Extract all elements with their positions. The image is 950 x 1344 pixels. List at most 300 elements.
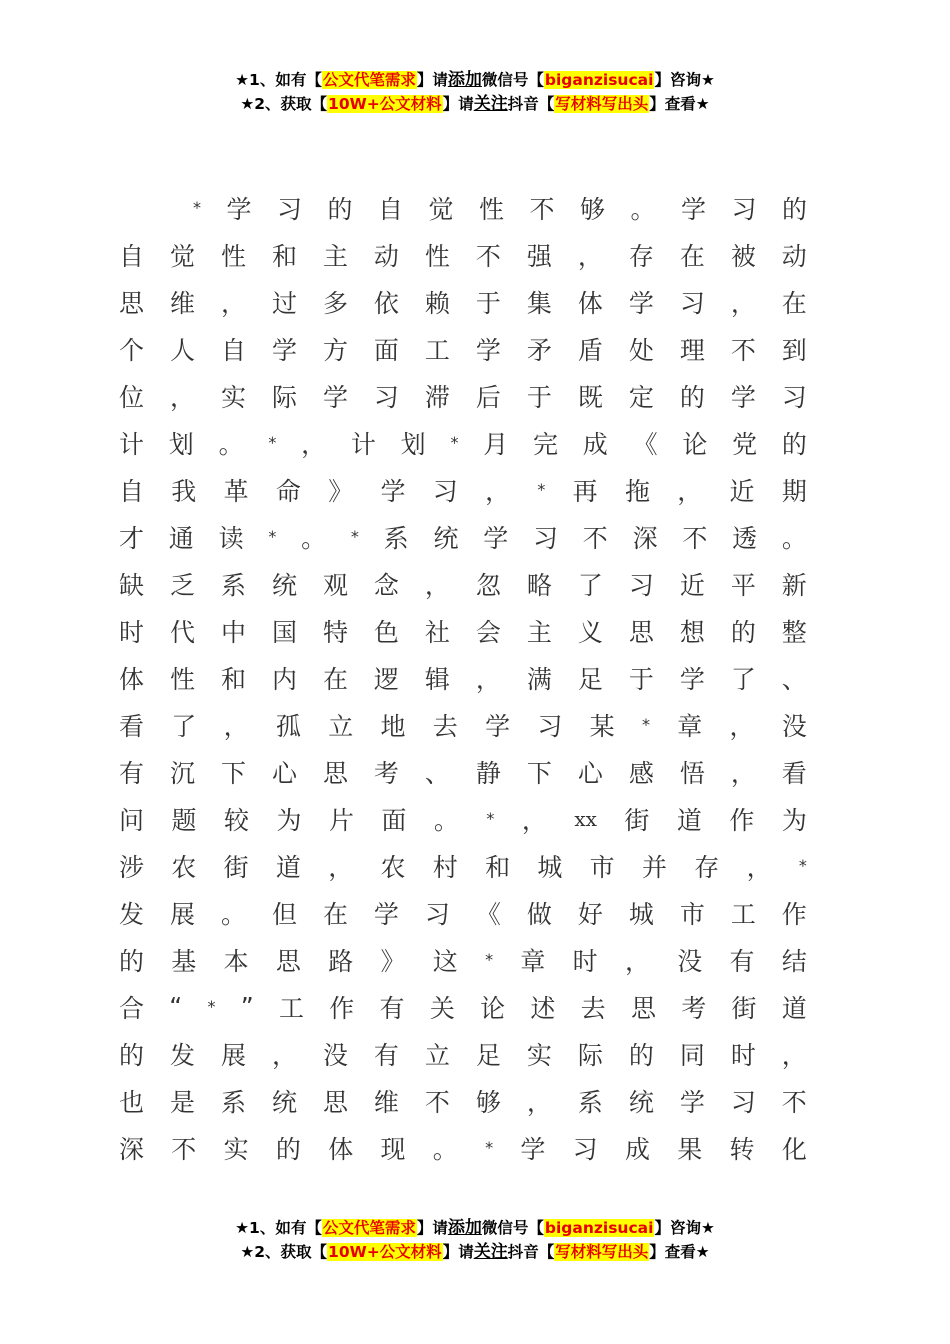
text-char: 成	[624, 1134, 650, 1164]
text-char: 学	[485, 711, 511, 741]
text-char: 发	[169, 1040, 195, 1070]
banner-line-1	[0, 68, 950, 92]
text-char: 多	[322, 288, 348, 318]
text-char: 性	[424, 241, 450, 271]
text-char: 市	[589, 852, 615, 882]
text-char: 通	[168, 523, 194, 553]
text-char: 习	[731, 194, 757, 224]
text-char: 作	[329, 993, 355, 1023]
text-char: ，	[301, 429, 327, 459]
text-char: *	[485, 950, 494, 969]
text-char: 实	[220, 382, 246, 412]
underlined-text: 关注	[473, 94, 508, 114]
banner-text: 】请	[442, 95, 474, 113]
text-char: 思	[630, 993, 656, 1023]
text-char: 基	[171, 946, 197, 976]
text-char: *	[486, 809, 495, 828]
text-char: 有	[119, 758, 145, 788]
text-char: ，	[271, 1040, 297, 1070]
banner-text: 抖音【	[507, 1243, 555, 1261]
text-char: 学	[322, 382, 348, 412]
text-char: 面	[381, 805, 407, 835]
banner-text: ★2、获取【	[240, 1243, 328, 1261]
text-char: 城	[628, 899, 654, 929]
text-char: 在	[322, 899, 348, 929]
text-char: 系	[383, 523, 409, 553]
text-char: 实	[223, 1134, 249, 1164]
text-char: 的	[327, 194, 353, 224]
text-char: 村	[432, 852, 458, 882]
text-char: 系	[220, 1087, 246, 1117]
text-char: 自	[119, 476, 145, 506]
text-char: 习	[432, 476, 458, 506]
text-char: 系	[220, 570, 246, 600]
text-char: 社	[424, 617, 450, 647]
text-char: 面	[373, 335, 399, 365]
text-char: ，	[475, 664, 501, 694]
text-char: 化	[781, 1134, 807, 1164]
text-char: 于	[628, 664, 654, 694]
text-char: 我	[171, 476, 197, 506]
text-char: ，	[220, 288, 246, 318]
text-char: 不	[529, 194, 555, 224]
banner-line-2	[0, 92, 950, 116]
text-char: 感	[628, 758, 654, 788]
text-char: 中	[220, 617, 246, 647]
text-char: 觉	[428, 194, 454, 224]
text-char: 学	[679, 664, 705, 694]
text-line	[119, 1030, 807, 1077]
text-char: 了	[577, 570, 603, 600]
text-char: 了	[730, 664, 756, 694]
underlined-text: 添加	[447, 70, 482, 90]
text-char: 划	[168, 429, 194, 459]
text-char: 学	[373, 899, 399, 929]
text-char: 不	[781, 1087, 807, 1117]
text-char: ，	[169, 382, 195, 412]
text-char: 。	[781, 523, 807, 553]
text-char: 习	[373, 382, 399, 412]
text-char: 下	[220, 758, 246, 788]
text-char: 深	[119, 1134, 145, 1164]
text-char: 时	[730, 1040, 756, 1070]
text-char: 体	[577, 288, 603, 318]
text-char: 近	[729, 476, 755, 506]
text-char: 学	[475, 335, 501, 365]
text-char: 的	[628, 1040, 654, 1070]
text-char: 才	[119, 523, 145, 553]
text-char: 体	[328, 1134, 354, 1164]
text-char: 命	[275, 476, 301, 506]
text-char: 完	[533, 429, 559, 459]
text-char: ，	[328, 852, 354, 882]
text-char: 农	[380, 852, 406, 882]
text-char: 到	[781, 335, 807, 365]
banner-text: 抖音【	[507, 95, 555, 113]
text-char: 悟	[679, 758, 705, 788]
text-char: 新	[781, 570, 807, 600]
text-char: 某	[589, 711, 615, 741]
text-char: 。	[301, 523, 327, 553]
text-char: 维	[169, 288, 195, 318]
text-char: 也	[119, 1087, 145, 1117]
text-char: 统	[271, 570, 297, 600]
text-char: 孤	[275, 711, 301, 741]
text-char: 、	[424, 758, 450, 788]
text-char: 较	[223, 805, 249, 835]
text-char: 学	[679, 1087, 705, 1117]
text-char: 学	[730, 382, 756, 412]
banner-text: 微信号【	[481, 1219, 544, 1237]
text-char: 个	[119, 335, 145, 365]
banner-text: ★1、如有【	[235, 71, 322, 89]
text-char: 发	[119, 899, 145, 929]
text-char: 的	[781, 429, 807, 459]
text-char: *	[798, 856, 807, 875]
text-char: 过	[271, 288, 297, 318]
highlight-text: 写材料写出头	[555, 95, 649, 113]
text-char: 静	[475, 758, 501, 788]
text-char: 合	[119, 993, 145, 1023]
text-char: 足	[577, 664, 603, 694]
text-char: 市	[679, 899, 705, 929]
text-char: *	[207, 997, 216, 1016]
text-char: 没	[781, 711, 807, 741]
text-char: 街	[731, 993, 757, 1023]
text-char: ”	[240, 992, 254, 1021]
text-char: ，	[223, 711, 249, 741]
banner-line-1	[0, 1216, 950, 1240]
text-char: 色	[373, 617, 399, 647]
text-line	[119, 419, 807, 466]
text-char: *	[450, 433, 459, 452]
text-char: 划	[400, 429, 426, 459]
text-char: 思	[322, 758, 348, 788]
text-char: 同	[679, 1040, 705, 1070]
text-char: 于	[475, 288, 501, 318]
text-char: 街	[223, 852, 249, 882]
text-char: 在	[781, 288, 807, 318]
banner-text: 】咨询★	[654, 71, 715, 89]
text-char: 这	[432, 946, 458, 976]
text-char: 再	[572, 476, 598, 506]
text-char: 习	[730, 1087, 756, 1117]
text-char: *	[193, 198, 201, 217]
text-char: 定	[628, 382, 654, 412]
text-char: 自	[377, 194, 403, 224]
text-char: 题	[171, 805, 197, 835]
text-char: 内	[271, 664, 297, 694]
text-char: 没	[322, 1040, 348, 1070]
text-char: ，	[624, 946, 650, 976]
text-char: 道	[676, 805, 702, 835]
text-char: 平	[730, 570, 756, 600]
text-char: 工	[424, 335, 450, 365]
text-line	[119, 795, 807, 842]
text-char: *	[268, 433, 277, 452]
text-char: 路	[328, 946, 354, 976]
text-char: 去	[580, 993, 606, 1023]
text-char: 心	[577, 758, 603, 788]
text-char: 章	[677, 711, 703, 741]
text-char: 下	[526, 758, 552, 788]
highlight-text: biganzisucai	[544, 1219, 654, 1237]
text-line	[119, 372, 807, 419]
banner-line-2	[0, 1240, 950, 1264]
highlight-text: 10W+公文材料	[328, 1243, 442, 1261]
text-char: 拖	[624, 476, 650, 506]
text-line	[119, 278, 807, 325]
text-char: 统	[628, 1087, 654, 1117]
text-char: 成	[582, 429, 608, 459]
text-char: 主	[526, 617, 552, 647]
text-char: 思	[322, 1087, 348, 1117]
text-char: 城	[537, 852, 563, 882]
text-char: 月	[483, 429, 509, 459]
text-char: 性	[478, 194, 504, 224]
text-char: 有	[373, 1040, 399, 1070]
text-char: 考	[373, 758, 399, 788]
text-char: 滞	[424, 382, 450, 412]
text-char: 自	[220, 335, 246, 365]
text-char: 学	[271, 335, 297, 365]
text-char: 现	[380, 1134, 406, 1164]
text-char: 忽	[475, 570, 501, 600]
text-char: 缺	[119, 570, 145, 600]
text-char: 统	[271, 1087, 297, 1117]
text-char: 盾	[577, 335, 603, 365]
text-char: 。	[432, 1134, 458, 1164]
text-char: 理	[679, 335, 705, 365]
text-char: 略	[526, 570, 552, 600]
text-char: 党	[732, 429, 758, 459]
text-char: 矛	[526, 335, 552, 365]
text-char: 习	[537, 711, 563, 741]
highlight-text: biganzisucai	[544, 71, 654, 89]
text-char: 思	[275, 946, 301, 976]
text-char: 习	[424, 899, 450, 929]
text-line	[119, 654, 807, 701]
text-char: 维	[373, 1087, 399, 1117]
text-char: 学	[680, 194, 706, 224]
text-char: 深	[632, 523, 658, 553]
text-char: 既	[577, 382, 603, 412]
text-char: 辑	[424, 664, 450, 694]
text-char: 时	[572, 946, 598, 976]
text-char: 。	[433, 805, 459, 835]
text-char: 和	[220, 664, 246, 694]
text-char: ，	[746, 852, 772, 882]
text-char: 但	[271, 899, 297, 929]
text-line	[119, 1077, 807, 1124]
text-char: 》	[380, 946, 406, 976]
banner-text: 】查看★	[649, 1243, 710, 1261]
text-char: 期	[781, 476, 807, 506]
banner-text: 】查看★	[649, 95, 710, 113]
text-char: 有	[379, 993, 405, 1023]
text-line	[119, 513, 807, 560]
text-char: 集	[526, 288, 552, 318]
text-char: 了	[171, 711, 197, 741]
text-char: 位	[119, 382, 145, 412]
text-char: ，	[730, 288, 756, 318]
text-char: 自	[119, 241, 145, 271]
text-line	[119, 184, 807, 231]
text-char: 的	[781, 194, 807, 224]
text-char: 统	[433, 523, 459, 553]
text-char: 际	[271, 382, 297, 412]
text-char: 在	[322, 664, 348, 694]
text-char: 习	[781, 382, 807, 412]
text-char: 觉	[169, 241, 195, 271]
text-char: 革	[223, 476, 249, 506]
text-char: 时	[119, 617, 145, 647]
text-char: 和	[485, 852, 511, 882]
text-char: *	[641, 715, 650, 734]
text-char: 整	[781, 617, 807, 647]
text-char: 果	[677, 1134, 703, 1164]
text-char: 思	[628, 617, 654, 647]
text-char: 。	[218, 429, 244, 459]
text-char: 被	[730, 241, 756, 271]
text-char: 性	[169, 664, 195, 694]
text-char: 际	[577, 1040, 603, 1070]
text-line	[119, 701, 807, 748]
text-char: 农	[171, 852, 197, 882]
text-char: 透	[732, 523, 758, 553]
text-char: 后	[475, 382, 501, 412]
text-char: ，	[485, 476, 511, 506]
text-char: 习	[572, 1134, 598, 1164]
text-char: 实	[526, 1040, 552, 1070]
text-char: 处	[628, 335, 654, 365]
text-char: 考	[681, 993, 707, 1023]
text-char: 的	[730, 617, 756, 647]
text-char: 展	[169, 899, 195, 929]
text-char: 不	[582, 523, 608, 553]
text-char: 会	[475, 617, 501, 647]
text-char: 学	[483, 523, 509, 553]
header-banner	[0, 68, 950, 116]
text-char: *	[350, 527, 359, 546]
banner-text: ★2、获取【	[240, 95, 328, 113]
text-char: 依	[373, 288, 399, 318]
text-line	[119, 983, 807, 1030]
text-char: 。	[630, 194, 656, 224]
text-char: ，	[677, 476, 703, 506]
text-char: 并	[641, 852, 667, 882]
text-line	[119, 607, 807, 654]
text-char: 《	[632, 429, 658, 459]
text-char: 学	[628, 288, 654, 318]
text-char: 满	[526, 664, 552, 694]
text-char: 学	[520, 1134, 546, 1164]
text-char: 学	[380, 476, 406, 506]
banner-text: ★1、如有【	[235, 1219, 322, 1237]
text-char: 为	[276, 805, 302, 835]
text-char: 》	[328, 476, 354, 506]
text-char: 动	[781, 241, 807, 271]
text-char: 的	[119, 946, 145, 976]
text-line	[119, 748, 807, 795]
text-line	[119, 231, 807, 278]
text-char: 思	[119, 288, 145, 318]
text-char: 动	[373, 241, 399, 271]
text-char: ，	[526, 1087, 552, 1117]
text-char: 好	[577, 899, 603, 929]
text-char: 想	[679, 617, 705, 647]
text-char: *	[485, 1138, 494, 1157]
text-char: 转	[729, 1134, 755, 1164]
text-char: 章	[520, 946, 546, 976]
text-char: 主	[322, 241, 348, 271]
text-char: 述	[530, 993, 556, 1023]
text-char: 道	[781, 993, 807, 1023]
text-char: 问	[119, 805, 145, 835]
text-char: 的	[119, 1040, 145, 1070]
text-char: 赖	[424, 288, 450, 318]
text-char: 在	[679, 241, 705, 271]
text-char: 。	[220, 899, 246, 929]
text-char: 近	[679, 570, 705, 600]
text-char: 看	[781, 758, 807, 788]
text-char: 心	[271, 758, 297, 788]
text-char: 立	[328, 711, 354, 741]
text-char: ，	[730, 758, 756, 788]
highlight-text: 公文代笔需求	[322, 1219, 416, 1237]
text-char: 工	[278, 993, 304, 1023]
text-char: 方	[322, 335, 348, 365]
text-char: 于	[526, 382, 552, 412]
text-char: 涉	[119, 852, 145, 882]
text-char: 地	[380, 711, 406, 741]
text-char: 关	[429, 993, 455, 1023]
text-char: 特	[322, 617, 348, 647]
text-char: xx	[574, 806, 597, 831]
text-char: “	[169, 992, 183, 1021]
text-char: 系	[577, 1087, 603, 1117]
text-char: 不	[171, 1134, 197, 1164]
text-char: 去	[432, 711, 458, 741]
text-char: ，	[781, 1040, 807, 1070]
text-char: 作	[781, 899, 807, 929]
text-char: *	[537, 480, 546, 499]
text-char: 学	[226, 194, 252, 224]
text-line	[119, 936, 807, 983]
text-char: 习	[533, 523, 559, 553]
banner-text: 】请	[416, 71, 448, 89]
text-char: 足	[475, 1040, 501, 1070]
text-char: 沉	[169, 758, 195, 788]
banner-text: 微信号【	[481, 71, 544, 89]
text-char: 体	[119, 664, 145, 694]
text-char: ，	[729, 711, 755, 741]
text-char: 论	[682, 429, 708, 459]
text-char: 人	[169, 335, 195, 365]
text-char: 做	[526, 899, 552, 929]
document-body	[119, 184, 807, 1171]
text-char: 强	[526, 241, 552, 271]
text-char: 乏	[169, 570, 195, 600]
text-line	[119, 466, 807, 513]
text-char: 作	[729, 805, 755, 835]
text-char: 计	[119, 429, 145, 459]
text-char: 性	[220, 241, 246, 271]
text-char: 工	[730, 899, 756, 929]
text-char: 为	[781, 805, 807, 835]
text-char: 存	[694, 852, 720, 882]
text-char: 和	[271, 241, 297, 271]
